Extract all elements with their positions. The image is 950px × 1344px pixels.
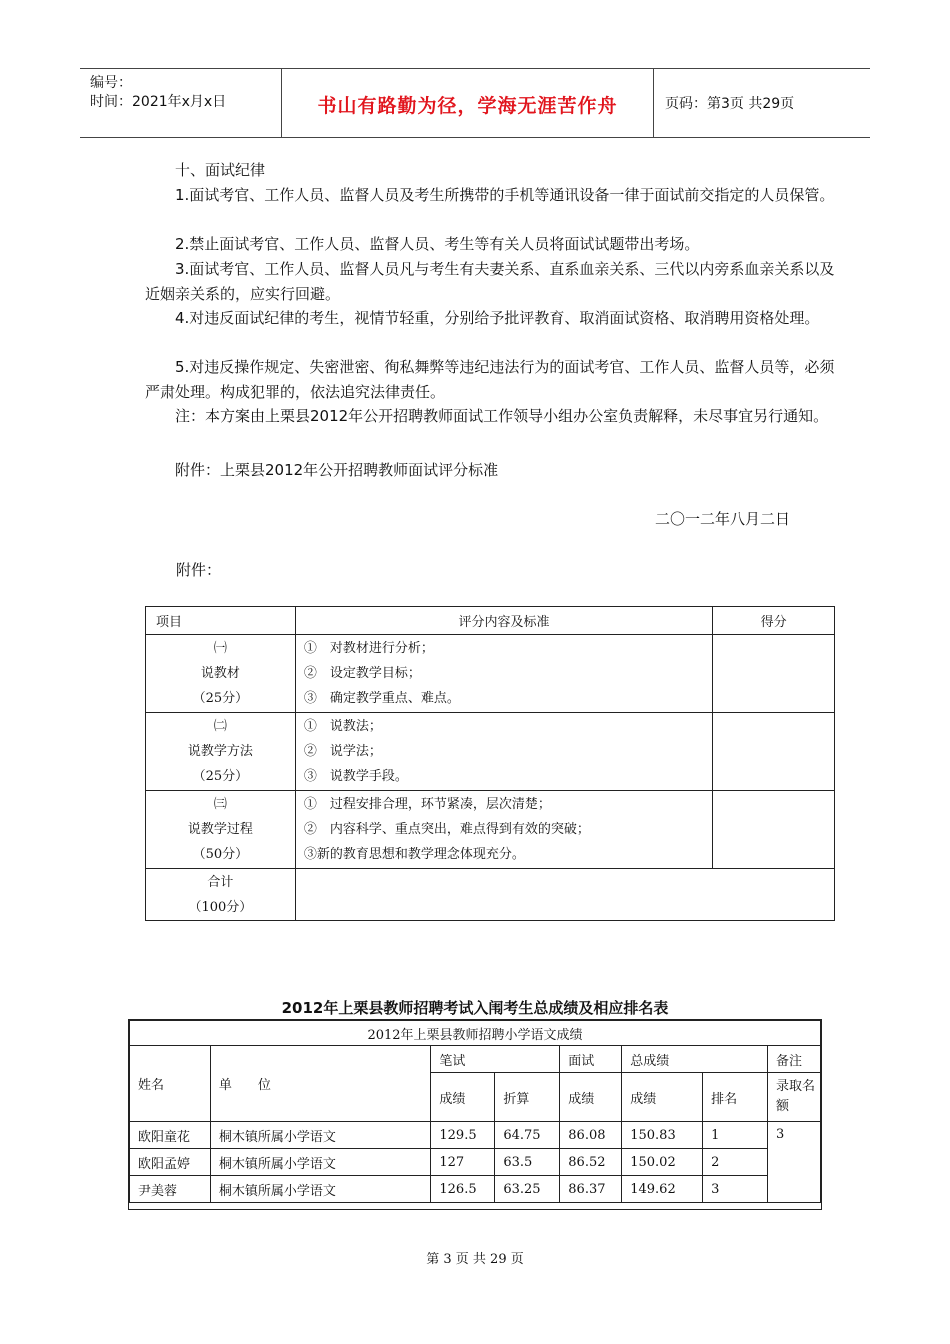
column-header-rank: 排名 [703,1073,768,1122]
rule-item: 1.面试考官、工作人员、监督人员及考生所携带的手机等通讯设备一律于面试前交指定的人员保管。 [175,186,835,204]
cell-rank: 2 [703,1149,768,1176]
cell-total: 150.02 [622,1149,703,1176]
column-header-total-score: 成绩 [622,1073,703,1122]
cell-rank: 3 [703,1176,768,1203]
total-value-cell [295,869,834,921]
attachment-label: 附件： [176,561,222,579]
criteria-cell [295,713,712,791]
rule-item: 5.对违反操作规定、失密泄密、徇私舞弊等违纪违法行为的面试考官、工作人员、监督人员等，必须严肃处理。构成犯罪的，依法追究法律责任。 [145,358,835,401]
document-date: 二〇一二年八月二日 [655,510,791,528]
ranking-subtitle-row [130,1021,821,1046]
cell-rank: 1 [703,1122,768,1149]
table-row [146,791,835,869]
page-footer: 第 3 页 共 29 页 [426,1252,524,1267]
column-group-total: 总成绩 [622,1046,768,1073]
criteria-line: ② 说学法； [303,744,382,759]
item-name: 说教学方法 [187,744,253,759]
criteria-line: ③ 确定教学重点、难点。 [303,691,460,706]
item-points: （25分） [192,769,249,784]
item-points: （25分） [192,691,249,706]
cell-converted: 63.5 [495,1149,560,1176]
criteria-line: ③ 说教学手段。 [303,769,408,784]
page-header [80,68,870,138]
criteria-cell [295,791,712,869]
attachment-line: 附件：上栗县2012年公开招聘教师面试评分标准 [175,461,499,479]
cell-interview: 86.37 [560,1176,622,1203]
table-row [130,1176,821,1203]
cell-name: 欧阳童花 [130,1122,211,1149]
rule-item: 3.面试考官、工作人员、监督人员凡与考生有夫妻关系、直系血亲关系、三代以内旁系血亲关系以及近姻亲关系的，应实行回避。 [145,260,835,303]
cell-unit: 桐木镇所属小学语文 [210,1176,431,1203]
ranking-table [129,1020,821,1203]
item-cell [146,713,296,791]
column-header-converted: 折算 [495,1073,560,1122]
cell-total: 149.62 [622,1176,703,1203]
total-points: （100分） [188,900,253,915]
header-divider [653,69,654,137]
cell-quota: 3 [768,1122,821,1203]
column-header-name: 姓名 [130,1046,211,1122]
item-name: 说教学过程 [187,822,253,837]
cell-converted: 64.75 [495,1122,560,1149]
ranking-group-header-row [130,1046,821,1073]
total-label: 合计 [207,875,234,890]
rule-item: 4.对违反面试纪律的考生，视情节轻重，分别给予批评教育、取消面试资格、取消聘用资格处理。 [175,309,820,327]
column-header-written-score: 成绩 [431,1073,495,1122]
column-header: 项目 [146,607,296,635]
item-number: ㈢ [213,797,227,812]
score-cell [713,635,835,713]
ranking-subtitle: 2012年上栗县教师招聘小学语文成绩 [130,1021,821,1046]
column-header-interview-score: 成绩 [560,1073,622,1122]
total-cell [146,869,296,921]
note-paragraph: 注：本方案由上栗县2012年公开招聘教师面试工作领导小组办公室负责解释，未尽事宜另行通知。 [175,407,829,425]
criteria-line: ① 对教材进行分析； [303,641,434,656]
cell-converted: 63.25 [495,1176,560,1203]
rule-item: 2.禁止面试考官、工作人员、监督人员、考生等有关人员将面试试题带出考场。 [175,235,700,253]
column-header-unit: 单 位 [210,1046,431,1122]
criteria-line: ① 说教法； [303,719,382,734]
document-number: 编号： [90,75,132,91]
cell-total: 150.83 [622,1122,703,1149]
cell-name: 欧阳孟婷 [130,1149,211,1176]
cell-name: 尹美蓉 [130,1176,211,1203]
column-header-quota: 录取名额 [768,1073,821,1122]
score-cell [713,713,835,791]
column-header: 得分 [713,607,835,635]
column-group-interview: 面试 [560,1046,622,1073]
header-page-number: 页码：第3页 共29页 [665,96,795,112]
ranking-title: 2012年上栗县教师招聘考试入闱考生总成绩及相应排名表 [281,999,669,1017]
item-number: ㈡ [213,719,227,734]
criteria-line: ① 过程安排合理，环节紧凑，层次清楚； [303,797,551,812]
criteria-line: ② 设定教学目标； [303,666,421,681]
table-row [146,713,835,791]
column-group-note: 备注 [768,1046,821,1073]
cell-unit: 桐木镇所属小学语文 [210,1149,431,1176]
item-points: （50分） [192,847,249,862]
cell-written: 127 [431,1149,495,1176]
item-cell [146,635,296,713]
section-heading: 十、面试纪律 [175,161,266,179]
criteria-line: ③新的教育思想和教学理念体现充分。 [303,847,525,862]
table-row [146,635,835,713]
cell-interview: 86.52 [560,1149,622,1176]
criteria-cell [295,635,712,713]
cell-written: 129.5 [431,1122,495,1149]
header-meta [80,69,280,137]
cell-unit: 桐木镇所属小学语文 [210,1122,431,1149]
table-row [130,1122,821,1149]
table-header-row [146,607,835,635]
item-cell [146,791,296,869]
cell-written: 126.5 [431,1176,495,1203]
column-header: 评分内容及标准 [295,607,712,635]
table-total-row [146,869,835,921]
cell-interview: 86.08 [560,1122,622,1149]
item-number: ㈠ [213,641,227,656]
table-row [130,1149,821,1176]
header-motto: 书山有路勤为径，学海无涯苦作舟 [317,95,618,117]
item-name: 说教材 [200,666,240,681]
score-cell [713,791,835,869]
scoring-table [145,606,835,921]
document-time: 时间：2021年x月x日 [90,94,227,110]
column-group-written: 笔试 [431,1046,560,1073]
criteria-line: ② 内容科学、重点突出，难点得到有效的突破； [303,822,590,837]
